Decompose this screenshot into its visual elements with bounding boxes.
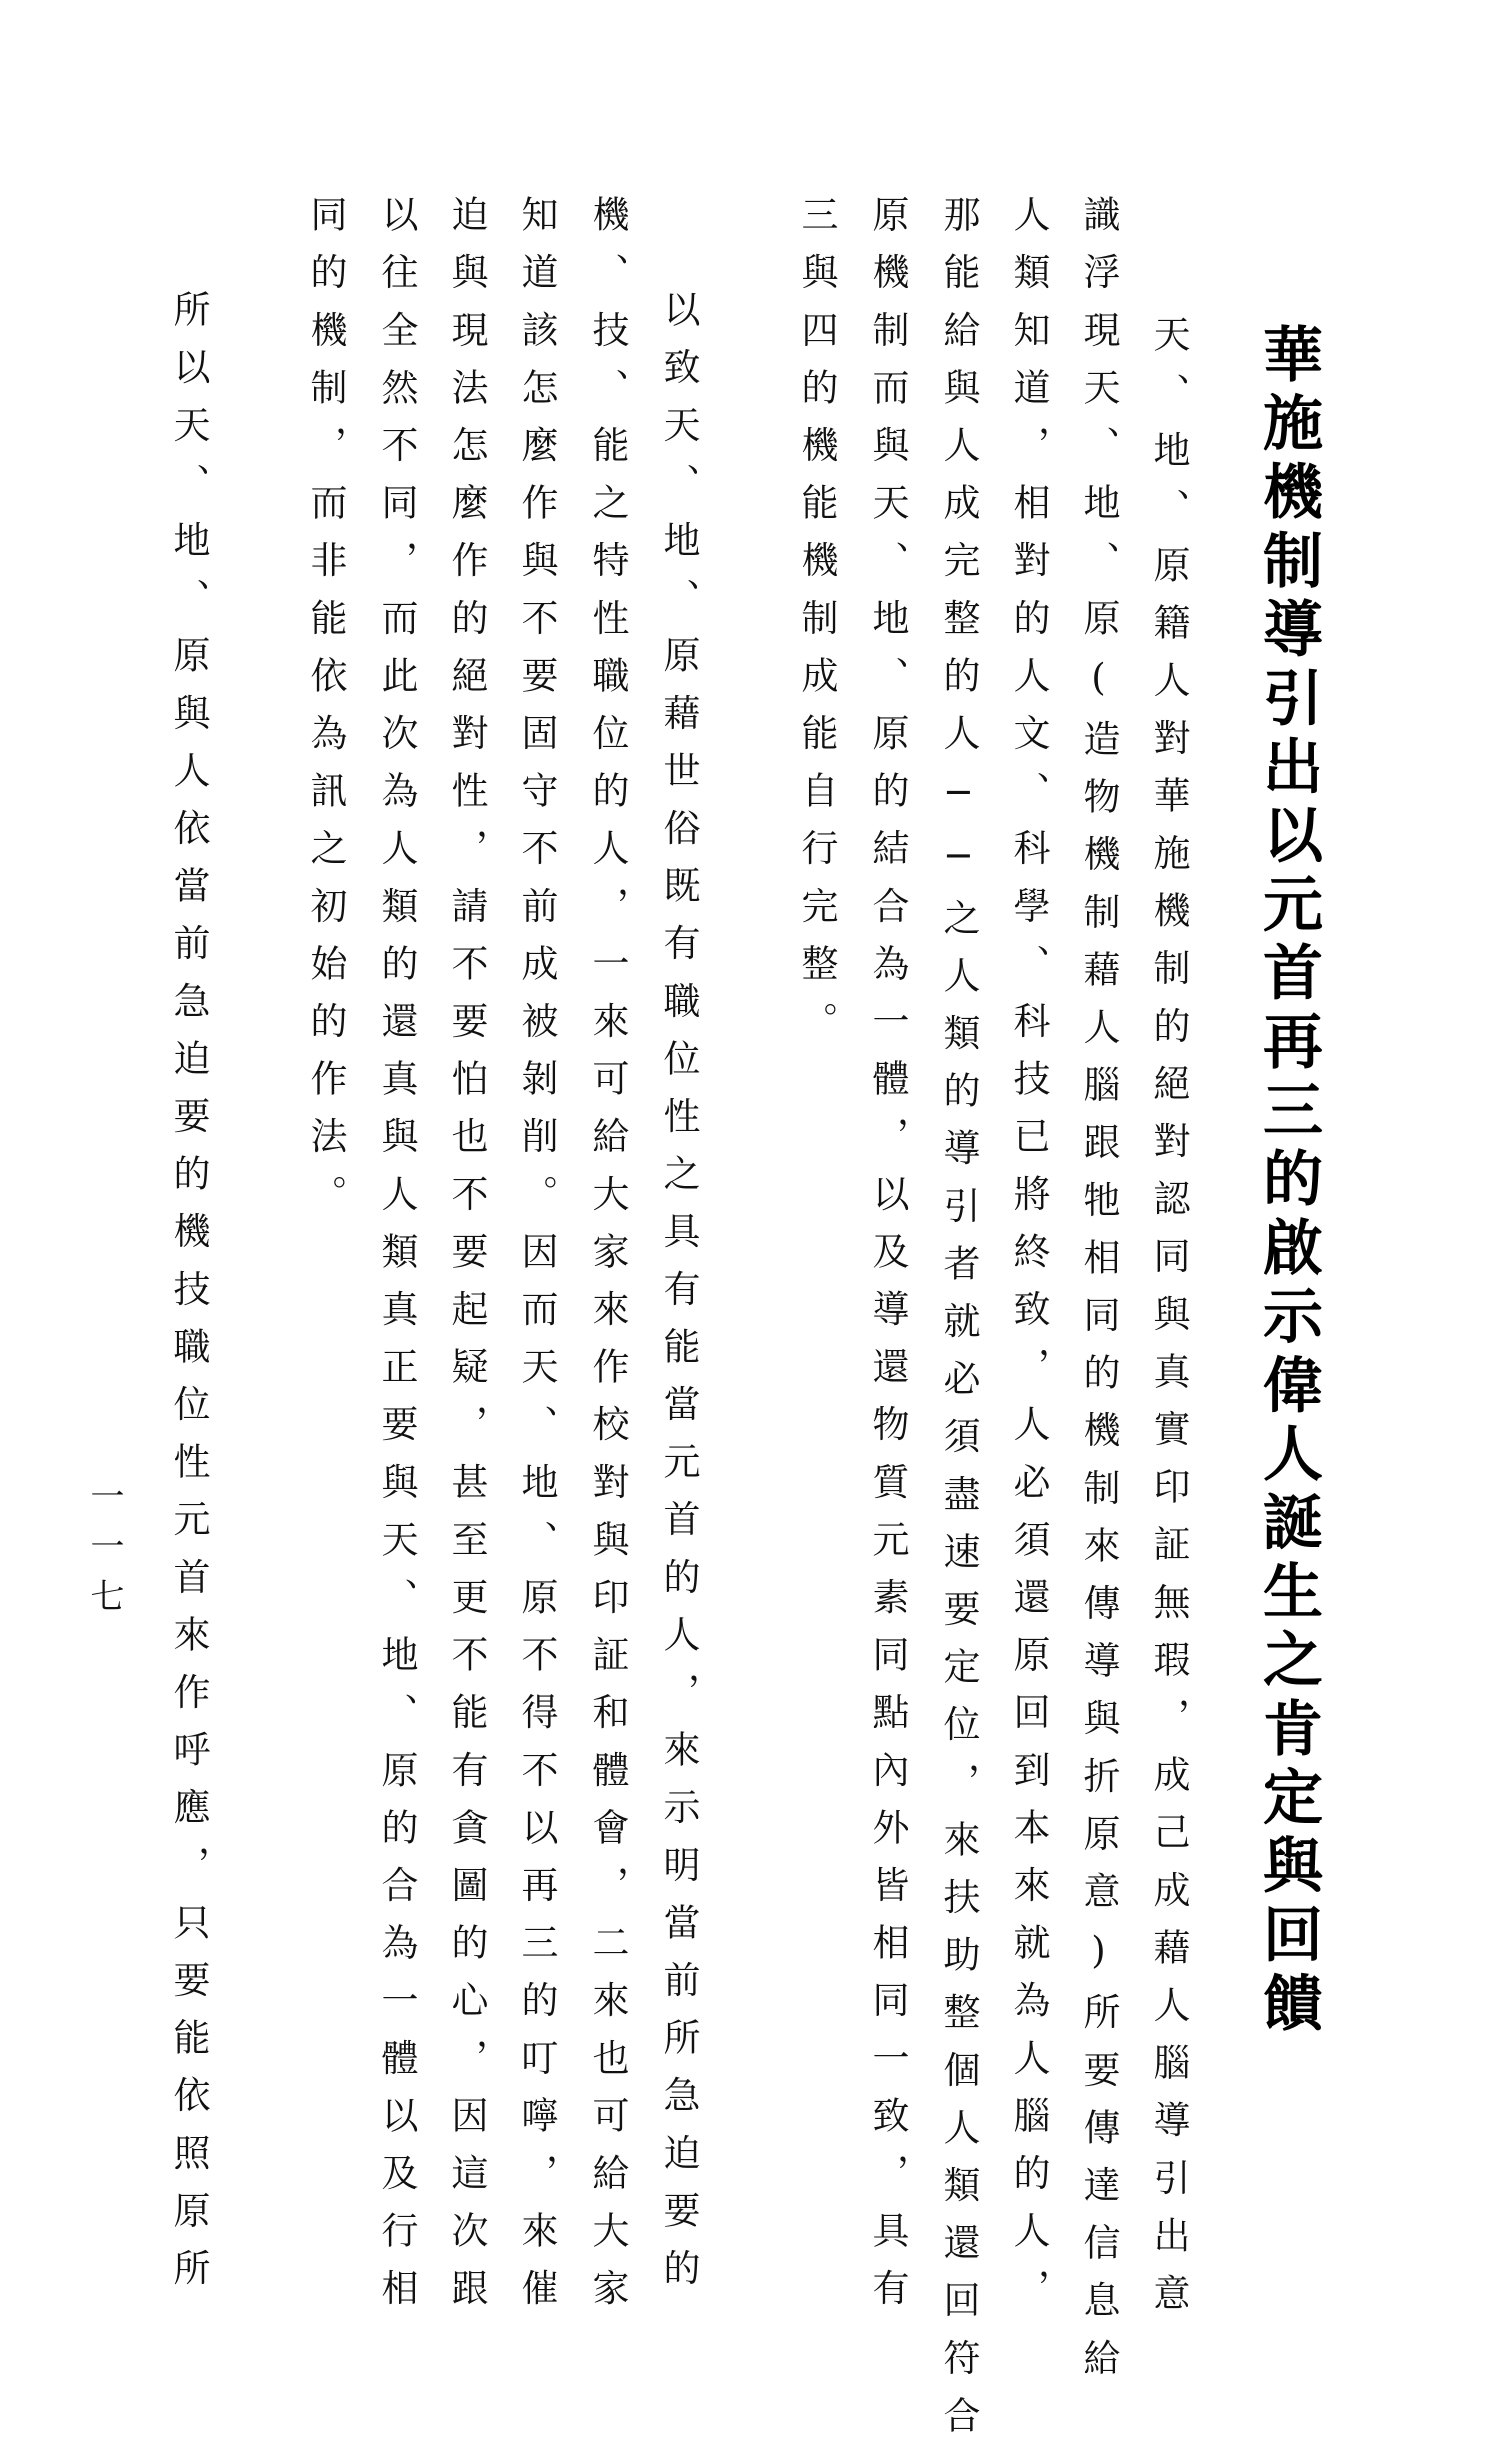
body-column-6: 三與四的機能機制成能自行完整。: [795, 195, 838, 1059]
body-column-11: 以往全然不同，而此次為人類的還真與人類真正要與天、地、原的合為一體以及行相: [375, 195, 418, 2327]
body-column-1: 天、地、原籍人對華施機制的絕對認同與真實印証無瑕，成己成藉人腦導引出意: [1147, 315, 1190, 2331]
body-column-4: 那能給與人成完整的人──之人類的導引者就必須盡速要定位，來扶助整個人類還回符合: [937, 195, 980, 2453]
body-column-7: 以致天、地、原藉世俗既有職位性之具有能當元首的人，來示明當前所急迫要的: [657, 290, 700, 2306]
body-column-9: 知道該怎麼作與不要固守不前成被剝削。因而天、地、原不得不以再三的叮嚀，來催: [515, 195, 558, 2327]
body-column-5: 原機制而與天、地、原的結合為一體，以及導還物質元素同點內外皆相同一致，具有: [866, 195, 909, 2327]
body-column-12: 同的機制，而非能依為訊之初始的作法。: [304, 195, 347, 1232]
page-title: 華施機制導引出以元首再三的啟示偉人誕生之肯定與回饋: [1253, 323, 1323, 2041]
body-column-2: 識浮現天、地、原(造物機制藉人腦跟牠相同的機制來傳導與折原意)所要傳達信息給: [1077, 195, 1120, 2396]
body-column-3: 人類知道，相對的人文、科學、科技已將終致，人必須還原回到本來就為人腦的人，: [1007, 195, 1050, 2327]
page-number: 一一七: [84, 1478, 124, 1628]
body-column-10: 迫與現法怎麼作的絕對性，請不要怕也不要起疑，甚至更不能有貪圖的心，因這次跟: [445, 195, 488, 2327]
body-column-8: 機、技、能之特性職位的人，一來可給大家來作校對與印証和體會，二來也可給大家: [586, 195, 629, 2327]
body-column-13: 所以天、地、原與人依當前急迫要的機技職位性元首來作呼應，只要能依照原所: [167, 290, 210, 2306]
